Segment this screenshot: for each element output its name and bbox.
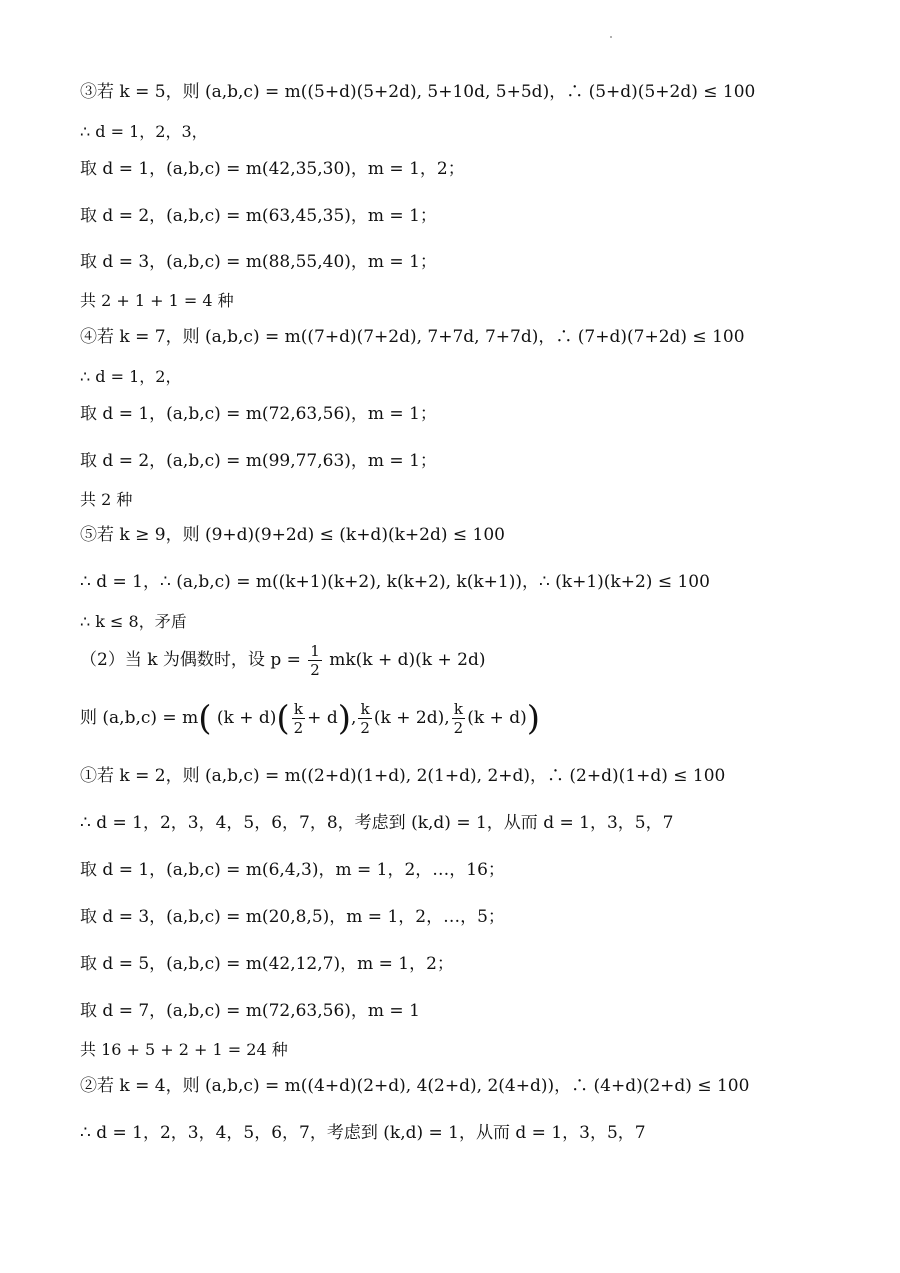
fraction-one-half xyxy=(308,642,322,679)
fraction-numerator: k xyxy=(452,700,466,719)
fraction-numerator: k xyxy=(292,700,306,719)
part2-setup xyxy=(80,642,860,679)
inner-paren-close: ) xyxy=(337,698,351,739)
fraction-numerator: k xyxy=(358,700,372,719)
case-k7-d2: 取 d = 2，(a,b,c) = m(99,77,63)，m = 1； xyxy=(80,451,437,471)
case-k9-contradiction: ∴ k ≤ 8，矛盾 xyxy=(80,612,187,631)
even-case-k2-total: 共 16 + 5 + 2 + 1 = 24 种 xyxy=(80,1040,288,1059)
case-k7-statement: ④若 k = 7，则 (a,b,c) = m((7+d)(7+2d), 7+7d, 7+7d)，∴ (7+d)(7+2d) ≤ 100 xyxy=(80,327,745,347)
case-k5-d3: 取 d = 3，(a,b,c) = m(88,55,40)，m = 1； xyxy=(80,252,437,272)
scan-dot xyxy=(610,36,612,38)
even-case-k2-d-values: ∴ d = 1，2，3，4，5，6，7，8，考虑到 (k,d) = 1，从而 d = 1，3，5，7 xyxy=(80,813,674,833)
big-paren-close: ) xyxy=(526,698,540,739)
formula-part2: + d xyxy=(307,708,338,728)
part2-suffix: mk(k + d)(k + 2d) xyxy=(329,650,486,670)
formula-part4: (k + d) xyxy=(467,708,527,728)
case-k7-d-values: ∴ d = 1，2， xyxy=(80,367,182,386)
formula-part3: (k + 2d), xyxy=(373,708,450,728)
fraction-denominator: 2 xyxy=(310,661,320,679)
case-k7-d1: 取 d = 1，(a,b,c) = m(72,63,56)，m = 1； xyxy=(80,404,437,424)
inner-paren-open: ( xyxy=(276,698,290,739)
case-k5-d-values: ∴ d = 1，2，3， xyxy=(80,122,208,141)
fraction-numerator: 1 xyxy=(310,642,320,660)
fraction-denominator: 2 xyxy=(293,719,304,737)
even-case-k4-statement: ②若 k = 4，则 (a,b,c) = m((4+d)(2+d), 4(2+d), 2(4+d))，∴ (4+d)(2+d) ≤ 100 xyxy=(80,1076,750,1096)
part2-prefix: （2）当 k 为偶数时，设 p = xyxy=(80,650,301,670)
case-k5-d1: 取 d = 1，(a,b,c) = m(42,35,30)，m = 1，2； xyxy=(80,159,465,179)
fraction-k-over-2-c xyxy=(452,700,466,737)
case-k9-statement: ⑤若 k ≥ 9，则 (9+d)(9+2d) ≤ (k+d)(k+2d) ≤ 100 xyxy=(80,525,505,545)
case-k5-d2: 取 d = 2，(a,b,c) = m(63,45,35)，m = 1； xyxy=(80,206,437,226)
part2-formula xyxy=(80,700,860,737)
case-k9-derivation: ∴ d = 1，∴ (a,b,c) = m((k+1)(k+2), k(k+2), k(k+1))，∴ (k+1)(k+2) ≤ 100 xyxy=(80,572,710,592)
fraction-k-over-2-b xyxy=(358,700,372,737)
even-case-k2-statement: ①若 k = 2，则 (a,b,c) = m((2+d)(1+d), 2(1+d), 2+d)，∴ (2+d)(1+d) ≤ 100 xyxy=(80,766,726,786)
big-paren-open: ( xyxy=(198,698,212,739)
even-case-k2-d5: 取 d = 5，(a,b,c) = m(42,12,7)，m = 1，2； xyxy=(80,954,454,974)
case-k5-total: 共 2 + 1 + 1 = 4 种 xyxy=(80,291,234,310)
case-k5-statement: ③若 k = 5，则 (a,b,c) = m((5+d)(5+2d), 5+10d, 5+5d)，∴ (5+d)(5+2d) ≤ 100 xyxy=(80,82,756,102)
even-case-k2-d7: 取 d = 7，(a,b,c) = m(72,63,56)，m = 1 xyxy=(80,1001,420,1021)
even-case-k2-d1: 取 d = 1，(a,b,c) = m(6,4,3)，m = 1，2，…，16； xyxy=(80,860,505,880)
fraction-denominator: 2 xyxy=(453,719,464,737)
formula-sep: , xyxy=(350,708,357,728)
fraction-k-over-2-a xyxy=(292,700,306,737)
case-k7-total: 共 2 种 xyxy=(80,490,133,509)
even-case-k2-d3: 取 d = 3，(a,b,c) = m(20,8,5)，m = 1，2，…，5； xyxy=(80,907,505,927)
formula-prefix: 则 (a,b,c) = m xyxy=(80,708,199,728)
fraction-denominator: 2 xyxy=(360,719,370,737)
formula-part1: (k + d) xyxy=(216,708,277,728)
even-case-k4-d-values: ∴ d = 1，2，3，4，5，6，7，考虑到 (k,d) = 1，从而 d = 1，3，5，7 xyxy=(80,1123,646,1143)
